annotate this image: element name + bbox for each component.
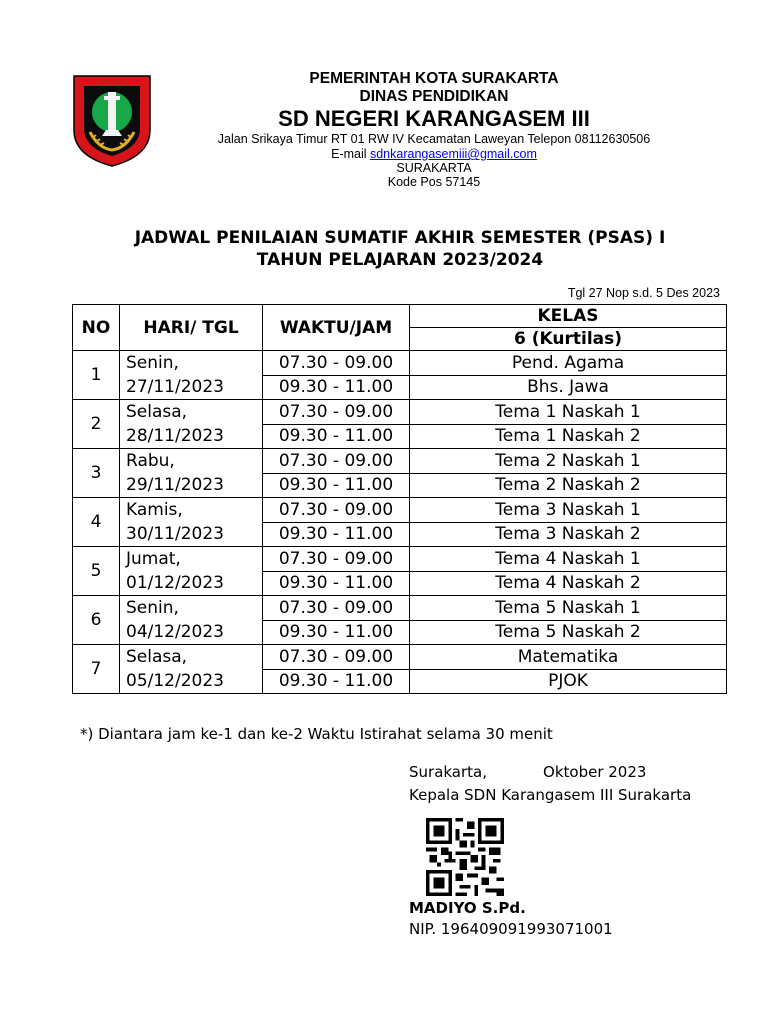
time-slot: 07.30 - 09.00 bbox=[263, 596, 410, 621]
email-label: E-mail bbox=[331, 147, 367, 161]
letterhead-city: SURAKARTA bbox=[396, 161, 472, 175]
subject-cell: Matematika bbox=[410, 645, 727, 670]
letterhead-department: DINAS PENDIDIKAN bbox=[359, 88, 509, 105]
day-date: 30/11/2023 bbox=[126, 524, 224, 544]
day-date-cell bbox=[120, 400, 263, 449]
email-link[interactable]: sdnkarangasemiii@gmail.com bbox=[369, 147, 537, 161]
letterhead-government: PEMERINTAH KOTA SURAKARTA bbox=[309, 70, 559, 87]
day-name: Rabu, bbox=[126, 451, 175, 471]
time-slot: 09.30 - 11.00 bbox=[263, 522, 410, 547]
subject-cell: Pend. Agama bbox=[410, 351, 727, 376]
subject-cell: Tema 2 Naskah 2 bbox=[410, 473, 727, 498]
subject-cell: PJOK bbox=[410, 669, 727, 694]
day-date-cell bbox=[120, 596, 263, 645]
document-subtitle: TAHUN PELAJARAN 2023/2024 bbox=[256, 250, 544, 270]
header-day: HARI/ TGL bbox=[120, 305, 263, 351]
day-date: 27/11/2023 bbox=[126, 377, 224, 397]
time-slot: 09.30 - 11.00 bbox=[263, 571, 410, 596]
time-slot: 09.30 - 11.00 bbox=[263, 473, 410, 498]
day-date: 01/12/2023 bbox=[126, 573, 224, 593]
letterhead-postcode: Kode Pos 57145 bbox=[387, 175, 481, 189]
subject-cell: Tema 4 Naskah 1 bbox=[410, 547, 727, 572]
row-number: 1 bbox=[73, 351, 120, 400]
subject-cell: Tema 2 Naskah 1 bbox=[410, 449, 727, 474]
row-number: 3 bbox=[73, 449, 120, 498]
letterhead-address: Jalan Srikaya Timur RT 01 RW IV Kecamatan Laweyan Telepon 08112630506 bbox=[217, 132, 651, 146]
signature-place: Surakarta, bbox=[409, 763, 488, 781]
table-row bbox=[73, 400, 727, 425]
signature-position: Kepala SDN Karangasem III Surakarta bbox=[409, 786, 692, 804]
day-date-cell bbox=[120, 645, 263, 694]
day-name: Senin, bbox=[126, 353, 179, 373]
table-row bbox=[73, 547, 727, 572]
signature-name: MADIYO S.Pd. bbox=[409, 899, 526, 917]
letterhead-email-line bbox=[160, 147, 708, 161]
row-number: 5 bbox=[73, 547, 120, 596]
day-date: 05/12/2023 bbox=[126, 671, 224, 691]
time-slot: 09.30 - 11.00 bbox=[263, 375, 410, 400]
row-number: 7 bbox=[73, 645, 120, 694]
table-row bbox=[73, 351, 727, 376]
day-date: 29/11/2023 bbox=[126, 475, 224, 495]
table-row bbox=[73, 596, 727, 621]
row-number: 2 bbox=[73, 400, 120, 449]
subject-cell: Tema 3 Naskah 2 bbox=[410, 522, 727, 547]
header-no: NO bbox=[73, 305, 120, 351]
day-date: 04/12/2023 bbox=[126, 622, 224, 642]
day-date-cell bbox=[120, 449, 263, 498]
header-class: KELAS bbox=[410, 305, 727, 328]
time-slot: 07.30 - 09.00 bbox=[263, 449, 410, 474]
day-name: Selasa, bbox=[126, 402, 188, 422]
subject-cell: Tema 5 Naskah 1 bbox=[410, 596, 727, 621]
day-date: 28/11/2023 bbox=[126, 426, 224, 446]
time-slot: 09.30 - 11.00 bbox=[263, 669, 410, 694]
time-slot: 07.30 - 09.00 bbox=[263, 351, 410, 376]
signature-month: Oktober 2023 bbox=[543, 763, 647, 781]
day-name: Jumat, bbox=[126, 549, 181, 569]
surakarta-crest-icon bbox=[70, 72, 154, 168]
subject-cell: Tema 1 Naskah 2 bbox=[410, 424, 727, 449]
day-date-cell bbox=[120, 498, 263, 547]
time-slot: 09.30 - 11.00 bbox=[263, 424, 410, 449]
table-row bbox=[73, 498, 727, 523]
time-slot: 07.30 - 09.00 bbox=[263, 498, 410, 523]
subject-cell: Tema 1 Naskah 1 bbox=[410, 400, 727, 425]
row-number: 4 bbox=[73, 498, 120, 547]
time-slot: 09.30 - 11.00 bbox=[263, 620, 410, 645]
day-date-cell bbox=[120, 547, 263, 596]
signature-place-date bbox=[409, 763, 646, 781]
time-slot: 07.30 - 09.00 bbox=[263, 400, 410, 425]
document-title: JADWAL PENILAIAN SUMATIF AKHIR SEMESTER (PSAS) I bbox=[134, 228, 666, 248]
table-row bbox=[73, 645, 727, 670]
break-note: *) Diantara jam ke-1 dan ke-2 Waktu Istirahat selama 30 menit bbox=[80, 725, 553, 743]
exam-period: Tgl 27 Nop s.d. 5 Des 2023 bbox=[567, 286, 720, 300]
day-date-cell bbox=[120, 351, 263, 400]
qr-code-icon bbox=[426, 818, 504, 896]
header-time: WAKTU/JAM bbox=[263, 305, 410, 351]
header-class-sub: 6 (Kurtilas) bbox=[410, 328, 727, 351]
table-header-row bbox=[73, 305, 727, 328]
table-row bbox=[73, 449, 727, 474]
row-number: 6 bbox=[73, 596, 120, 645]
exam-schedule-table bbox=[72, 304, 727, 694]
subject-cell: Tema 5 Naskah 2 bbox=[410, 620, 727, 645]
time-slot: 07.30 - 09.00 bbox=[263, 547, 410, 572]
subject-cell: Tema 4 Naskah 2 bbox=[410, 571, 727, 596]
subject-cell: Tema 3 Naskah 1 bbox=[410, 498, 727, 523]
day-name: Senin, bbox=[126, 598, 179, 618]
day-name: Selasa, bbox=[126, 647, 188, 667]
signature-nip: NIP. 196409091993071001 bbox=[409, 920, 613, 938]
day-name: Kamis, bbox=[126, 500, 183, 520]
subject-cell: Bhs. Jawa bbox=[410, 375, 727, 400]
time-slot: 07.30 - 09.00 bbox=[263, 645, 410, 670]
letterhead-school-name: SD NEGERI KARANGASEM III bbox=[278, 106, 590, 131]
